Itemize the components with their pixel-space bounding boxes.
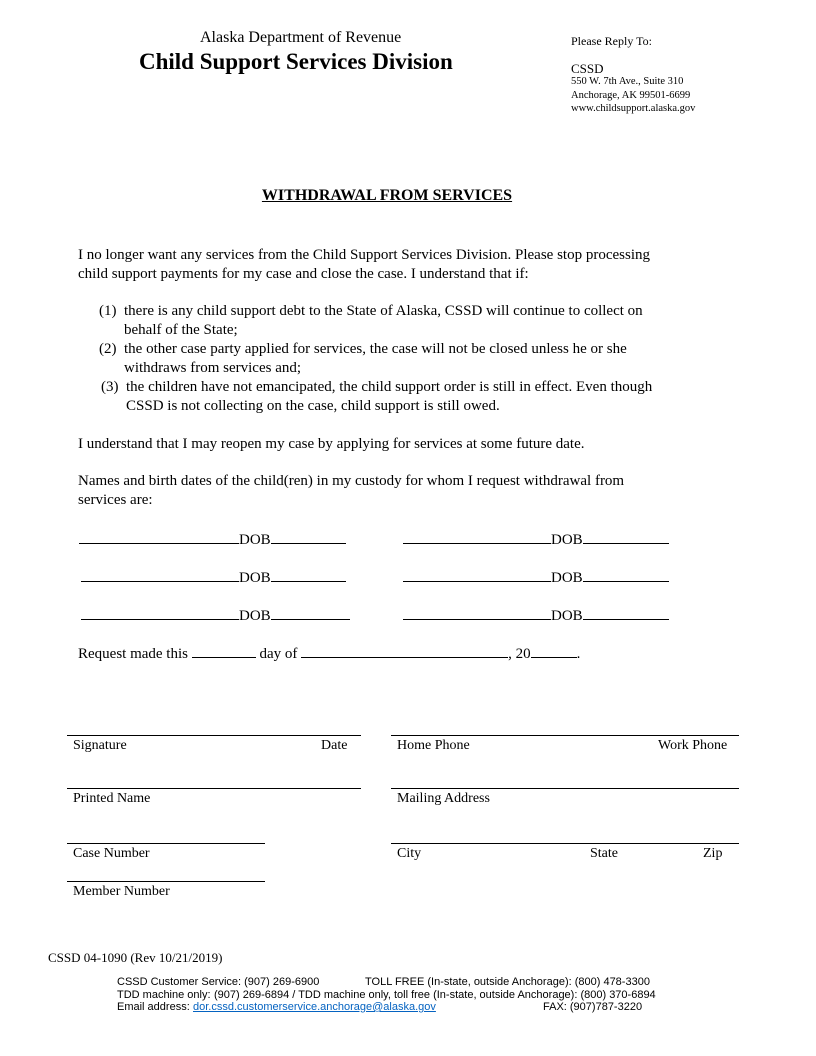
phone-field-line[interactable] <box>391 735 739 736</box>
toll-free-phone: TOLL FREE (In-state, outside Anchorage): (800) 478-3300 <box>365 976 650 988</box>
dob-field[interactable] <box>271 529 346 544</box>
dob-field[interactable] <box>271 567 346 582</box>
reply-address-line1: 550 W. 7th Ave., Suite 310 <box>571 76 684 87</box>
fax-number: FAX: (907)787-3220 <box>543 1001 643 1013</box>
reopen-statement: I understand that I may reopen my case by applying for services at some future date. <box>78 436 585 452</box>
child-entry-3 <box>81 567 346 587</box>
form-title: WITHDRAWAL FROM SERVICES <box>261 187 513 204</box>
child-entry-5 <box>81 605 350 625</box>
child-entry-6 <box>403 605 669 625</box>
list-item <box>101 378 711 416</box>
reply-org: CSSD <box>571 61 604 76</box>
child-name-field[interactable] <box>403 529 551 544</box>
child-name-field[interactable] <box>81 567 239 582</box>
dob-field[interactable] <box>583 567 669 582</box>
zip-label: Zip <box>703 846 723 861</box>
mailing-address-label: Mailing Address <box>397 791 490 806</box>
dob-label: DOB <box>239 570 271 586</box>
item-line-2: withdraws from services and; <box>124 360 302 376</box>
reply-label: Please Reply To: <box>571 34 652 48</box>
dob-field[interactable] <box>583 529 669 544</box>
request-end: . <box>576 646 581 662</box>
intro-line-1: I no longer want any services from the Child Support Services Division. Please stop processing <box>78 247 650 263</box>
child-name-field[interactable] <box>79 529 239 544</box>
names-line-2: services are: <box>78 492 153 508</box>
printed-name-label: Printed Name <box>73 791 151 806</box>
date-label: Date <box>321 738 348 753</box>
list-item <box>99 302 709 340</box>
department-name: Alaska Department of Revenue <box>200 29 402 46</box>
signature-field-line[interactable] <box>67 735 361 736</box>
item-line-1: there is any child support debt to the State of Alaska, CSSD will continue to collect on <box>124 303 643 319</box>
home-phone-label: Home Phone <box>397 738 470 753</box>
item-number: (2) <box>99 341 117 357</box>
tdd-label: TDD machine only: <box>117 989 211 1001</box>
case-number-label: Case Number <box>73 846 150 861</box>
form-number: CSSD 04-1090 (Rev 10/21/2019) <box>48 950 223 965</box>
names-line-1: Names and birth dates of the child(ren) in my custody for whom I request withdrawal from <box>78 473 625 489</box>
list-item <box>99 340 709 378</box>
printed-name-field-line[interactable] <box>67 788 361 789</box>
request-month-field[interactable] <box>301 643 508 658</box>
reply-address-line2: Anchorage, AK 99501-6699 <box>571 90 691 101</box>
item-line-2: behalf of the State; <box>124 322 238 338</box>
city-label: City <box>397 846 422 861</box>
request-day-field[interactable] <box>192 643 256 658</box>
item-line-2: CSSD is not collecting on the case, child support is still owed. <box>126 398 500 414</box>
item-number: (1) <box>99 303 117 319</box>
child-name-field[interactable] <box>403 567 551 582</box>
member-number-label: Member Number <box>73 884 170 899</box>
child-name-field[interactable] <box>403 605 551 620</box>
child-entry-2 <box>403 529 669 549</box>
dob-label: DOB <box>551 570 583 586</box>
request-prefix: Request made this <box>78 646 188 662</box>
item-line-1: the other case party applied for services, the case will not be closed unless he or she <box>124 341 627 357</box>
tdd-phones: (907) 269-6894 / TDD machine only, toll free (In-state, outside Anchorage): (800) 370-6894 <box>214 989 656 1001</box>
child-entry-4 <box>403 567 669 587</box>
child-name-field[interactable] <box>81 605 239 620</box>
request-mid: day of <box>259 646 298 662</box>
email-link[interactable]: dor.cssd.customerservice.anchorage@alaska.gov <box>193 1001 436 1013</box>
child-entry-1 <box>79 529 346 549</box>
item-line-1: the children have not emancipated, the child support order is still in effect. Even though <box>126 379 653 395</box>
work-phone-label: Work Phone <box>658 738 728 753</box>
case-number-field-line[interactable] <box>67 843 265 844</box>
division-name: Child Support Services Division <box>139 49 453 74</box>
intro-line-2: child support payments for my case and close the case. I understand that if: <box>78 266 529 282</box>
dob-label: DOB <box>551 532 583 548</box>
request-year-prefix: , 20 <box>508 646 531 662</box>
item-number: (3) <box>101 379 119 395</box>
dob-field[interactable] <box>271 605 350 620</box>
member-number-field-line[interactable] <box>67 881 265 882</box>
request-date-line <box>78 643 580 663</box>
dob-label: DOB <box>551 608 583 624</box>
email-label: Email address: <box>117 1001 190 1013</box>
signature-label: Signature <box>73 738 127 753</box>
request-year-field[interactable] <box>531 643 577 658</box>
customer-service-phone: CSSD Customer Service: (907) 269-6900 <box>117 976 320 988</box>
city-state-zip-field-line[interactable] <box>391 843 739 844</box>
state-label: State <box>590 846 618 861</box>
dob-label: DOB <box>239 532 271 548</box>
dob-label: DOB <box>239 608 271 624</box>
reply-website: www.childsupport.alaska.gov <box>571 103 696 114</box>
mailing-address-field-line[interactable] <box>391 788 739 789</box>
dob-field[interactable] <box>583 605 669 620</box>
